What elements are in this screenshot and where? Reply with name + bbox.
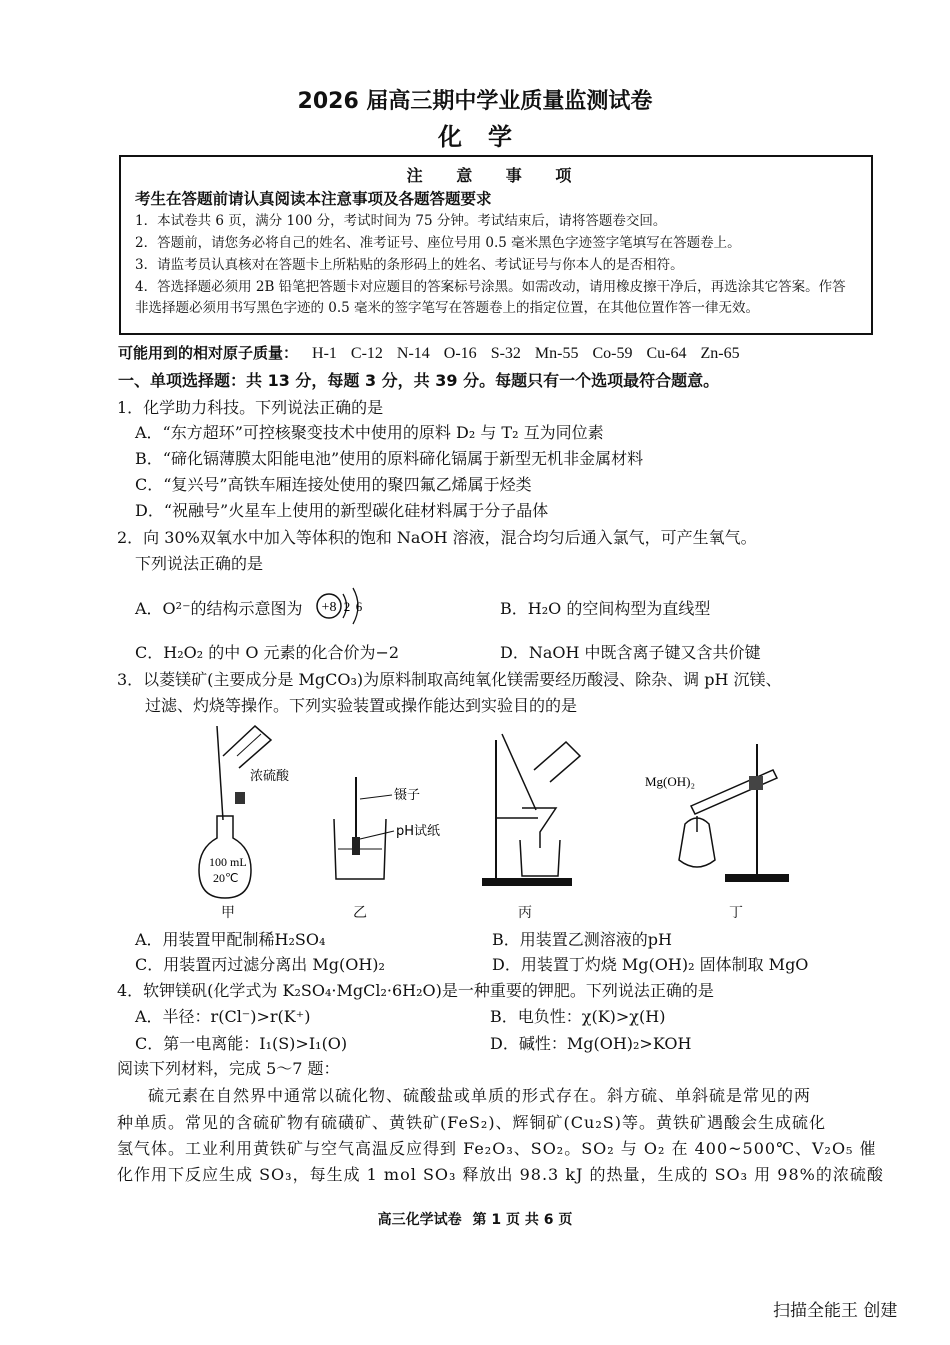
q4-option-c: C．第一电离能：I₁(S)>I₁(O): [135, 1034, 348, 1053]
q1-option-c: C．“复兴号”高铁车厢连接处使用的聚四氟乙烯属于烃类: [135, 475, 532, 494]
ph-paper: [352, 837, 360, 855]
caption-bing: 丙: [518, 905, 532, 921]
caption-yi: 乙: [353, 905, 367, 921]
notice-subheading: 考生在答题前请认真阅读本注意事项及各题答题要求: [135, 190, 492, 208]
q3-option-b: B．用装置乙测溶液的pH: [492, 930, 672, 949]
footer-exam-name: 高三化学试卷: [377, 1212, 462, 1228]
notice-box: [119, 155, 873, 335]
q3-option-c: C．用装置丙过滤分离出 Mg(OH)₂: [135, 955, 385, 974]
q1-option-b: B．“碲化镉薄膜太阳能电池”使用的原料碲化镉属于新型无机非金属材料: [135, 449, 644, 468]
glass-rod: [502, 734, 536, 810]
nucleus-charge: +8: [321, 600, 337, 615]
mass-cu: Cu-64: [646, 345, 687, 362]
reading-line-4: 化作用下反应生成 SO₃，每生成 1 mol SO₃ 释放出 98.3 kJ 的热量，生成的 SO₃ 用 98%的浓硫酸: [117, 1165, 884, 1184]
stand-base: [725, 874, 789, 882]
test-tube: [691, 770, 777, 814]
reading-intro: 阅读下列材料，完成 5～7 题：: [117, 1059, 340, 1078]
section-1-title: 一、单项选择题：共 13 分，每题 3 分，共 39 分。每题只有一个选项最符合题意。: [118, 371, 720, 390]
caption-ding: 丁: [729, 905, 743, 921]
o2-ion-diagram: [312, 578, 372, 634]
atomic-masses: [118, 342, 740, 363]
mass-h: H-1: [312, 345, 337, 362]
q2-stem-line1: 2．向 30%双氧水中加入等体积的饱和 NaOH 溶液，混合均匀后通入氯气，可产生氧气。: [117, 528, 757, 547]
reading-line-3: 氢气体。工业利用黄铁矿与空气高温反应得到 Fe₂O₃、SO₂。SO₂ 与 O₂ 在 400~500℃、V₂O₅ 催: [117, 1139, 877, 1158]
exam-title: 2026 届高三期中学业质量监测试卷: [297, 89, 653, 114]
q1-option-d: D．“祝融号”火星车上使用的新型碳化硅材料属于分子晶体: [135, 501, 549, 520]
q3-option-d: D．用装置丁灼烧 Mg(OH)₂ 固体制取 MgO: [492, 955, 809, 974]
clamp: [749, 776, 763, 790]
mgoh2-label: Mg(OH)₂: [645, 774, 696, 789]
q4-option-d: D．碱性：Mg(OH)₂>KOH: [490, 1034, 692, 1053]
acid-label: 浓硫酸: [250, 769, 290, 784]
apparatus-yi: [330, 775, 470, 890]
stopcock: [235, 792, 245, 804]
atomic-masses-label: 可能用到的相对原子质量：: [118, 344, 299, 362]
shell-1-electrons: 2: [343, 599, 351, 614]
flask-volume-label: 100 mL: [209, 855, 247, 869]
flask-temp-label: 20℃: [213, 871, 239, 885]
q4-stem: 4．软钾镁矾(化学式为 K₂SO₄·MgCl₂·6H₂O)是一种重要的钾肥。下列说法正确的是: [117, 981, 714, 1000]
apparatus-jia: [195, 720, 315, 920]
notice-item-2: 2．答题前，请您务必将自己的姓名、准考证号、座位号用 0.5 毫米黑色字迹签字笔填写在答题卷上。: [135, 235, 741, 251]
reading-line-1: 硫元素在自然界中通常以硫化物、硫酸盐或单质的形式存在。斜方硫、单斜硫是常见的两: [148, 1086, 812, 1105]
subject-title: 化学: [438, 123, 538, 151]
notice-item-4: 4．答选择题必须用 2B 铅笔把答题卡对应题目的答案标号涂黑。如需改动，请用橡皮擦干净后，再选涂其它答案。作答非选择题必须用书写黑色字迹的 0.5 毫米的签字笔写在答题卷上的指定位置，在其他位置作答一律无效。: [135, 279, 846, 316]
page-footer: [0, 1209, 950, 1229]
q3-stem-line2: 过滤、灼烧等操作。下列实验装置或操作能达到实验目的的是: [145, 696, 578, 715]
pouring-beaker: [534, 742, 580, 782]
q2-option-c: C．H₂O₂ 的中 O 元素的化合价为−2: [135, 643, 400, 662]
notice-heading: 注 意 事 项: [406, 166, 586, 185]
footer-page-number: 第 1 页 共 6 页: [472, 1212, 573, 1228]
funnel: [522, 808, 556, 848]
mass-c: C-12: [350, 345, 383, 362]
caption-jia: 甲: [221, 905, 235, 921]
q2-option-b: B．H₂O 的空间构型为直线型: [500, 599, 711, 618]
q1-stem: 1．化学助力科技。下列说法正确的是: [117, 398, 384, 417]
tweezers-label: 镊子: [394, 788, 421, 803]
q2-option-a: A．O²⁻的结构示意图为: [135, 599, 303, 618]
mass-s: S-32: [490, 345, 521, 362]
glass-rod: [217, 726, 223, 820]
q3-option-a: A．用装置甲配制稀H₂SO₄: [135, 930, 326, 949]
q2-stem-line2: 下列说法正确的是: [135, 554, 264, 573]
shell-2-electrons: 6: [355, 599, 363, 614]
ph-paper-label: pH试纸: [396, 824, 441, 839]
q4-option-b: B．电负性：χ(K)>χ(H): [490, 1007, 666, 1026]
q1-option-a: A．“东方超环”可控核聚变技术中使用的原料 D₂ 与 T₂ 互为同位素: [135, 423, 604, 442]
q3-stem-line1: 3．以菱镁矿(主要成分是 MgCO₃)为原料制取高纯氧化镁需要经历酸浸、除杂、调 pH 沉镁、: [117, 670, 782, 689]
notice-item-1: 1．本试卷共 6 页，满分 100 分，考试时间为 75 分钟。考试结束后，请将答题卷交回。: [135, 213, 667, 229]
reading-line-2: 种单质。常见的含硫矿物有硫磺矿、黄铁矿(FeS₂)、辉铜矿(Cu₂S)等。黄铁矿遇酸会生成硫化: [117, 1113, 826, 1132]
mass-o: O-16: [443, 345, 477, 362]
mass-zn: Zn-65: [700, 345, 740, 362]
mass-co: Co-59: [592, 345, 633, 362]
q2-option-d: D．NaOH 中既含离子键又含共价键: [500, 643, 761, 662]
stand-base: [482, 878, 572, 886]
apparatus-bing: [480, 730, 590, 890]
scanner-watermark: 扫描全能王 创建: [773, 1301, 898, 1321]
notice-item-3: 3．请监考员认真核对在答题卡上所粘贴的条形码上的姓名、考试证号与你本人的是否相符。: [135, 257, 684, 273]
mass-n: N-14: [396, 345, 430, 362]
apparatus-ding: [645, 740, 805, 890]
q4-option-a: A．半径：r(Cl⁻)>r(K⁺): [135, 1007, 311, 1026]
mass-mn: Mn-55: [534, 345, 579, 362]
